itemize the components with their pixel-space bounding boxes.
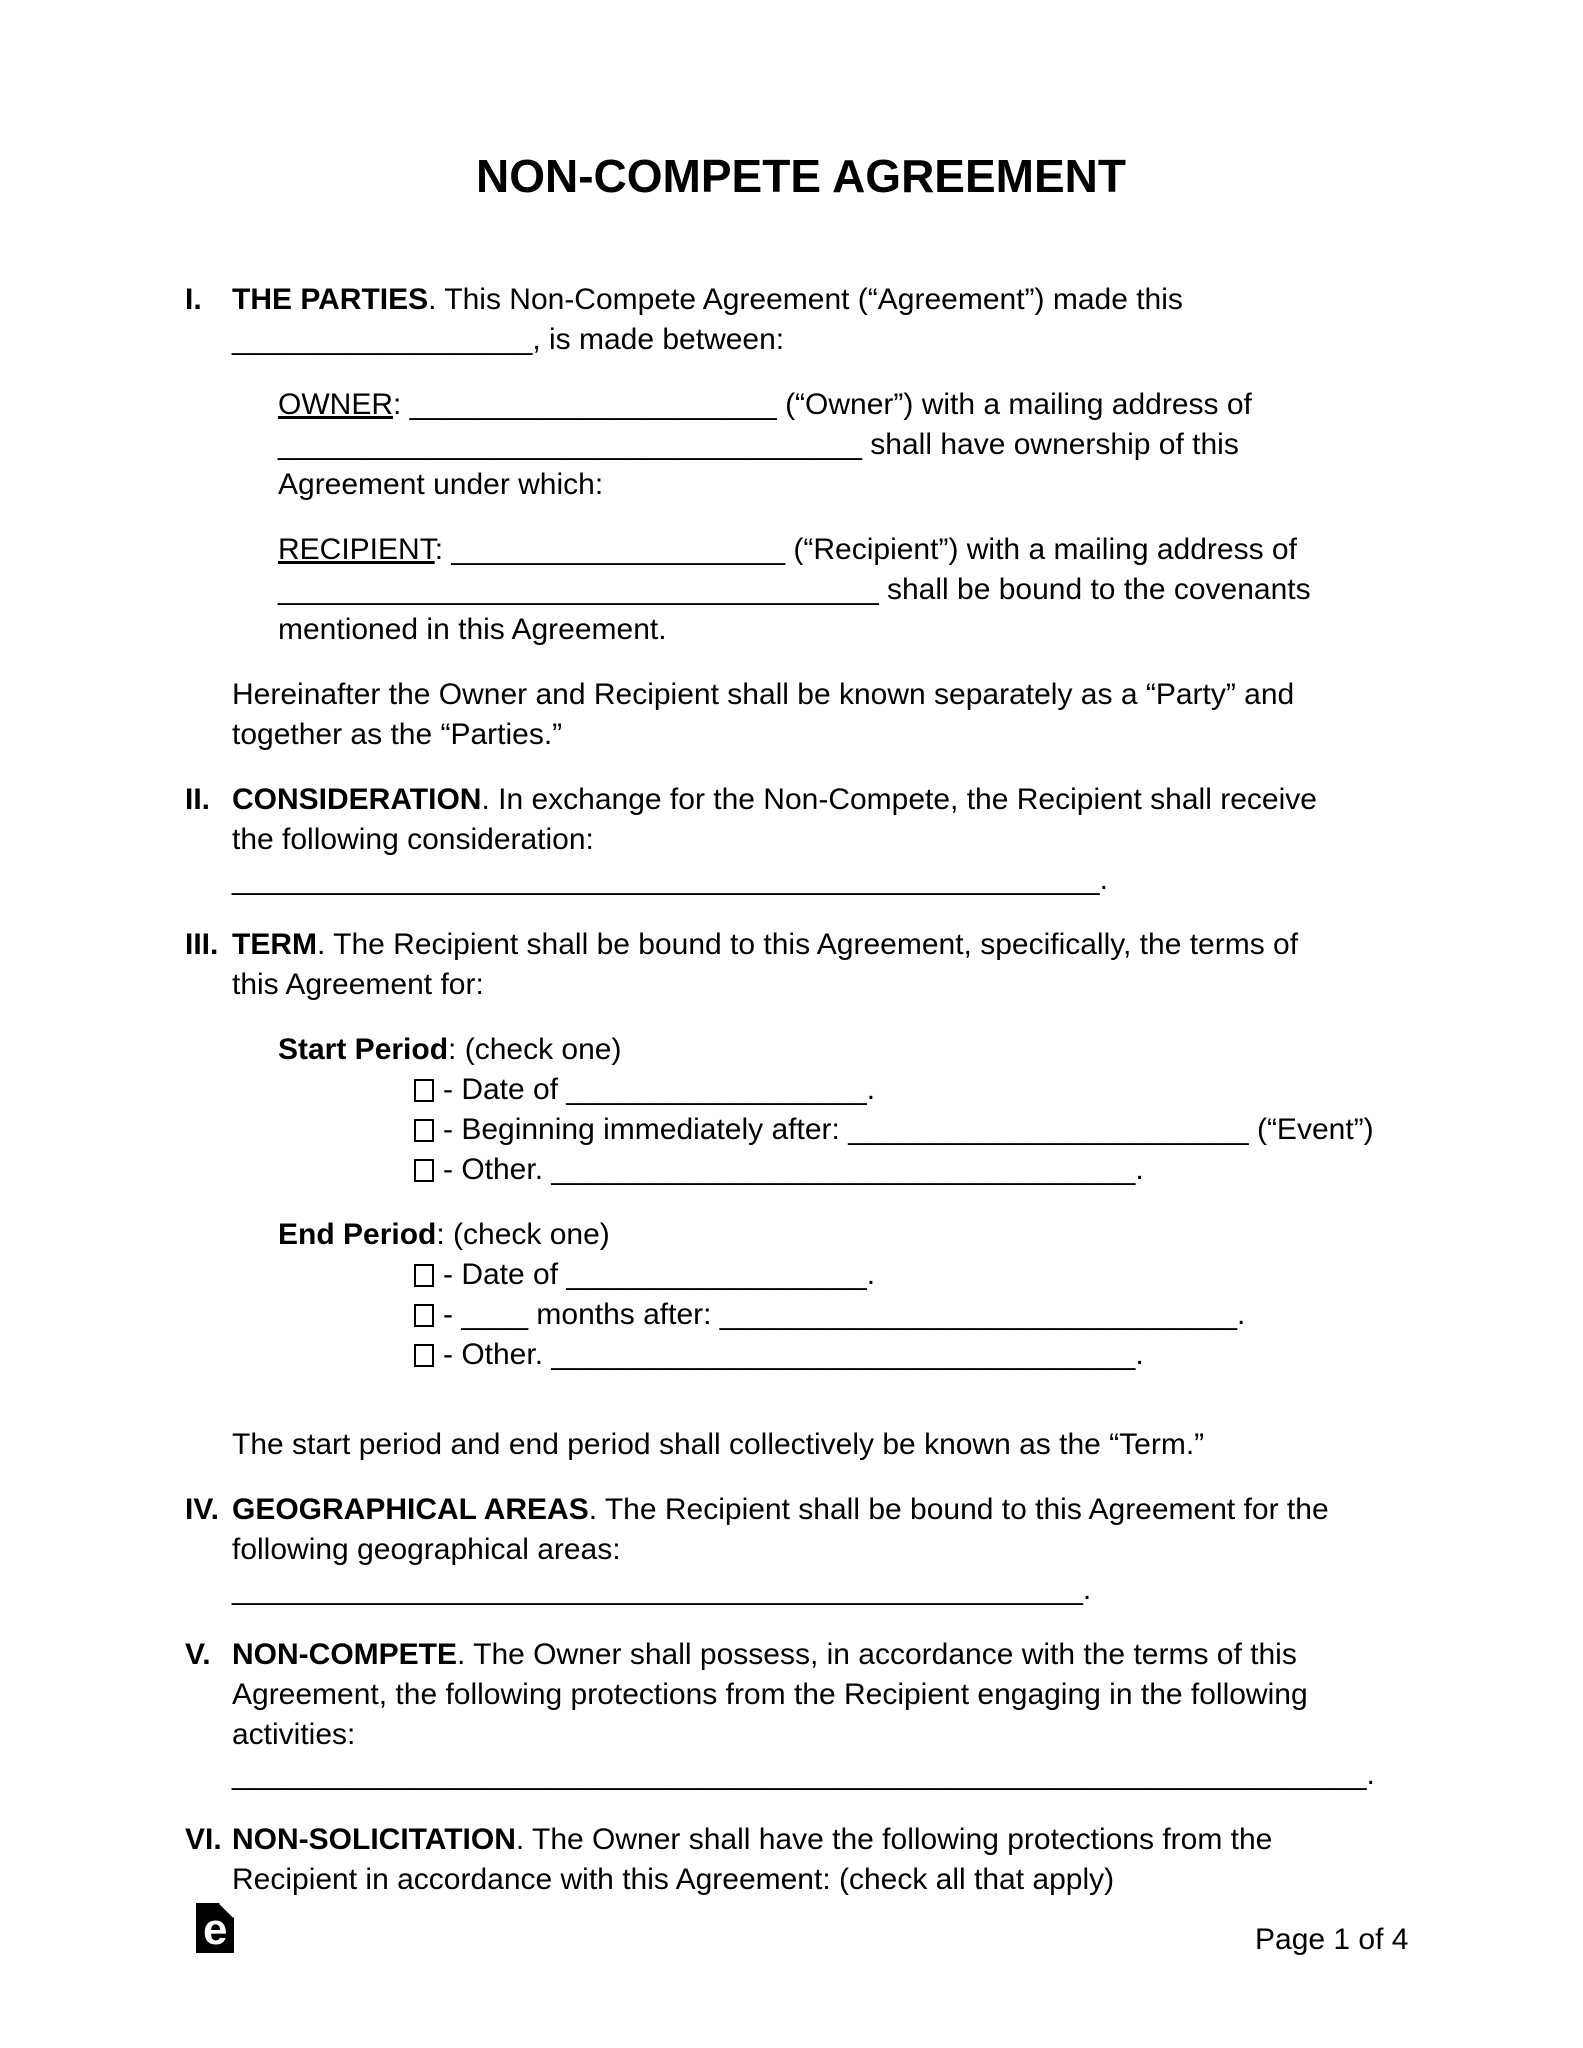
section-the-parties [185,280,1417,755]
start-period-label-rest: : (check one) [448,1033,622,1066]
logo-letter: e [203,1905,228,1953]
parties-intro [232,280,1417,360]
owner-line1-text: : ______________________ (“Owner”) with a mailing address of [393,388,1252,421]
start-date-checkbox[interactable] [414,1079,434,1102]
section-non-compete [185,1635,1417,1795]
end-months-checkbox[interactable] [414,1304,434,1327]
start-period-block [278,1030,1417,1190]
end-option-months-text: - ____ months after: _______________________________. [443,1298,1246,1331]
owner-line2-text: ___________________________________ shall have ownership of this [278,428,1239,461]
section-non-solicitation [185,1820,1417,1900]
section-number: V. [185,1638,211,1671]
start-period-label: Start Period [278,1033,449,1066]
recipient-label: RECIPIENT [278,533,435,566]
section-number: IV. [185,1493,219,1526]
hereinafter-line2-text: together as the “Parties.” [232,718,563,751]
hereinafter-clause [232,675,1417,755]
page-title: NON-COMPETE AGREEMENT [476,150,1126,202]
section-number: III. [185,928,219,961]
non-solicitation-line2-text: Recipient in accordance with this Agreement: (check all that apply) [232,1863,1115,1896]
page-number-label: Page 1 of 4 [1255,1923,1409,1956]
consideration-line1-text: . In exchange for the Non-Compete, the Recipient shall receive [481,783,1317,816]
end-period-block [278,1215,1417,1375]
start-beginning-checkbox[interactable] [414,1119,434,1142]
recipient-line3-text: mentioned in this Agreement. [278,613,667,646]
non-compete-line1-text: . The Owner shall possess, in accordance with the terms of this [457,1638,1297,1671]
end-date-checkbox[interactable] [414,1264,434,1287]
document-content [185,148,1417,1925]
end-option-other-text: - Other. ___________________________________. [443,1338,1144,1371]
geographical-line1-text: . The Recipient shall be bound to this Agreement for the [588,1493,1329,1526]
recipient-line2-text: ____________________________________ shall be bound to the covenants [278,573,1311,606]
recipient-line1-text: : ____________________ (“Recipient”) with a mailing address of [434,533,1297,566]
section-heading: GEOGRAPHICAL AREAS [232,1493,589,1526]
start-option-other-text: - Other. ___________________________________. [443,1153,1144,1186]
section-number: VI. [185,1823,222,1856]
owner-label: OWNER [278,388,393,421]
section-consideration [185,780,1417,900]
recipient-clause [278,530,1417,650]
section-heading: NON-SOLICITATION [232,1823,516,1856]
non-compete-line2-text: Agreement, the following protections from the Recipient engaging in the following [232,1678,1308,1711]
section-number: II. [185,783,211,816]
geographical-line2-text: following geographical areas: ___________________________________________________. [232,1533,1092,1606]
term-intro [232,925,1417,1005]
term-line1-text: . The Recipient shall be bound to this Agreement, specifically, the terms of [317,928,1299,961]
eforms-document-logo-icon [196,1903,234,1953]
parties-line1-text: . This Non-Compete Agreement (“Agreement”) made this [428,283,1183,316]
section-term [185,925,1417,1465]
non-compete-line3-text: activities: ____________________________________________________________________. [232,1718,1375,1791]
section-geographical-areas [185,1490,1417,1610]
owner-line3-text: Agreement under which: [278,468,604,501]
term-closing [232,1425,1417,1465]
start-option-beginning-text: - Beginning immediately after: ________________________ (“Event”) [443,1113,1374,1146]
section-heading: NON-COMPETE [232,1638,457,1671]
term-line2-text: this Agreement for: [232,968,484,1001]
end-option-date-text: - Date of __________________. [443,1258,876,1291]
end-period-label-rest: : (check one) [436,1218,610,1251]
term-closing-text: The start period and end period shall collectively be known as the “Term.” [232,1428,1205,1461]
section-heading: CONSIDERATION [232,783,482,816]
owner-clause [278,385,1417,505]
end-other-checkbox[interactable] [414,1344,434,1367]
start-option-date-text: - Date of __________________. [443,1073,876,1106]
section-heading: THE PARTIES [232,283,429,316]
parties-line2-text: __________________, is made between: [232,323,785,356]
non-solicitation-line1-text: . The Owner shall have the following protections from the [515,1823,1273,1856]
consideration-line2-text: the following consideration: ____________________________________________________. [232,823,1108,896]
end-period-label: End Period [278,1218,437,1251]
start-other-checkbox[interactable] [414,1159,434,1182]
hereinafter-line1-text: Hereinafter the Owner and Recipient shall be known separately as a “Party” and [232,678,1295,711]
section-heading: TERM [232,928,317,961]
section-number: I. [185,283,202,316]
